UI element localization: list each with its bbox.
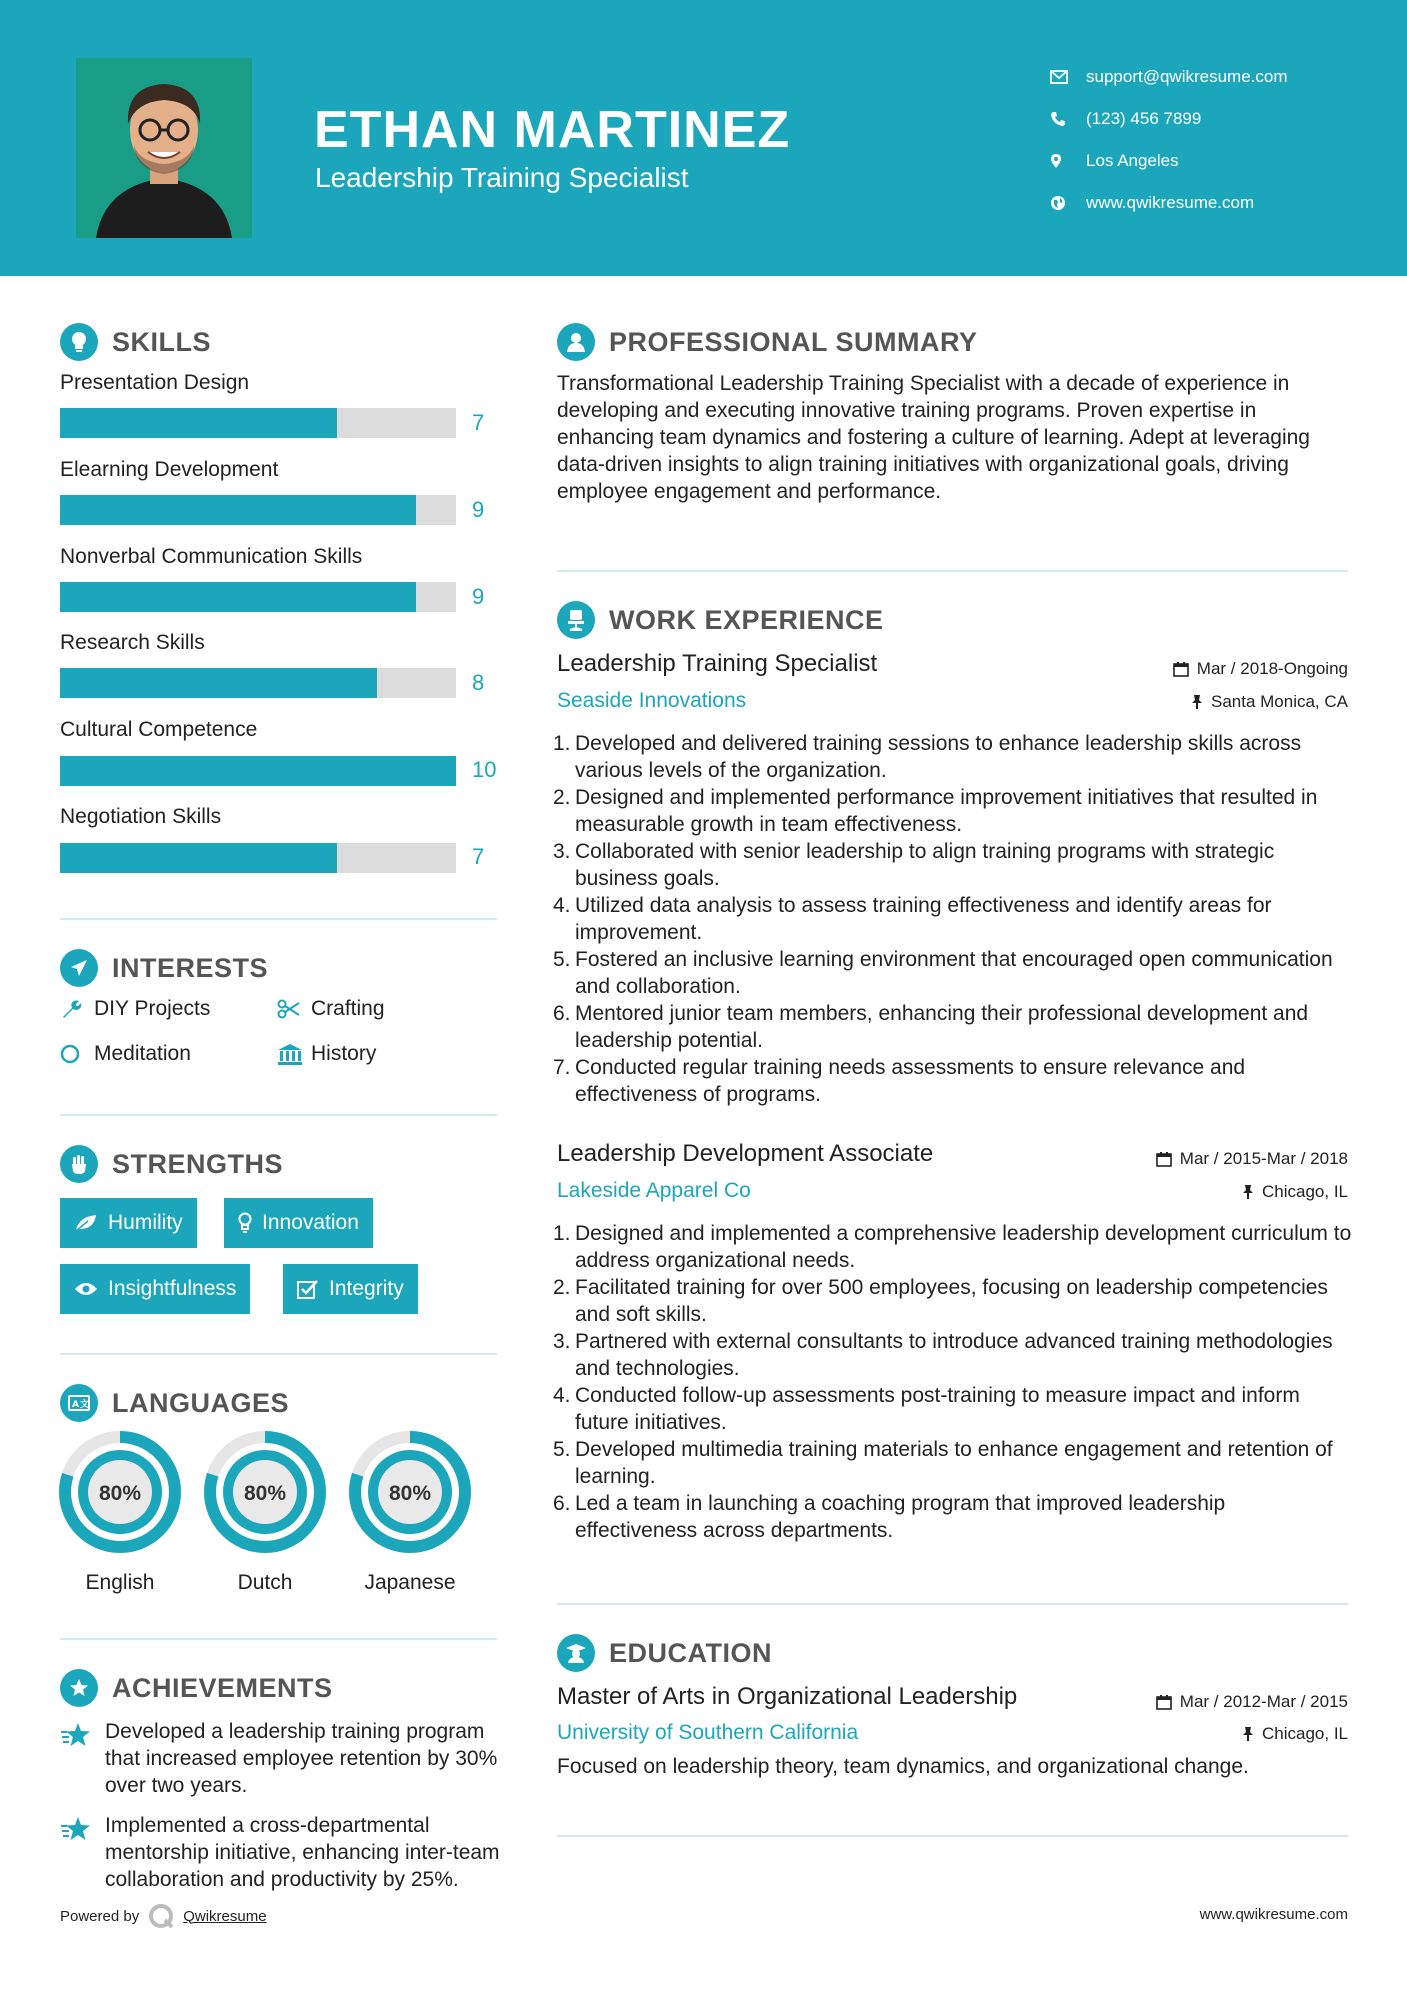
skill-value: 7: [472, 844, 485, 869]
work-heading: [557, 601, 884, 639]
svg-text:文: 文: [80, 1400, 90, 1410]
job-title: Leadership Development Associate: [557, 1140, 934, 1167]
skill-bar: [60, 843, 456, 873]
duty-number: 2.: [553, 1276, 571, 1299]
language-item: [348, 1430, 472, 1595]
duty-text: Designed and implemented performance improvement initiatives that resulted in measurable growth in team effectiveness.: [575, 786, 1318, 836]
skill-name: Presentation Design: [60, 371, 250, 394]
strength-chip: [60, 1264, 250, 1314]
resume-header: [0, 0, 1407, 276]
interest-item: [277, 997, 385, 1021]
duty-item: [553, 1000, 1353, 1054]
skill-name: Cultural Competence: [60, 718, 258, 741]
strength-label: Humility: [108, 1211, 183, 1234]
job-dates: [1173, 659, 1348, 679]
donut-label: 80%: [388, 1482, 432, 1505]
job-duties: [553, 1220, 1353, 1544]
duty-item: [553, 1274, 1353, 1328]
job-dates-text: Mar / 2015-Mar / 2018: [1179, 1149, 1348, 1168]
contact-phone[interactable]: [1050, 98, 1288, 140]
strength-chip: [283, 1264, 418, 1314]
skill-bar: [60, 668, 456, 698]
strength-chip: [60, 1198, 197, 1248]
achievements-heading: [60, 1669, 333, 1707]
duty-item: [553, 730, 1353, 784]
strength-label: Innovation: [262, 1211, 359, 1234]
wrench-icon: [60, 998, 94, 1020]
education-description: Focused on leadership theory, team dynamics, and organizational change.: [557, 1755, 1249, 1778]
language-donut: [348, 1430, 472, 1554]
duty-item: [553, 892, 1353, 946]
skill-value: 9: [472, 497, 485, 522]
circle-icon: [60, 1043, 94, 1065]
duty-text: Facilitated training for over 500 employees, focusing on leadership competencies and soft skills.: [575, 1276, 1328, 1326]
duty-item: [553, 1436, 1353, 1490]
duty-item: [553, 1382, 1353, 1436]
duty-number: 2.: [553, 786, 571, 809]
skill-bar-fill: [60, 408, 337, 438]
language-item: [203, 1430, 327, 1595]
graduate-icon: [557, 1634, 595, 1672]
footer-site[interactable]: www.qwikresume.com: [1199, 1906, 1348, 1923]
duty-text: Conducted follow-up assessments post-training to measure impact and inform future initiatives.: [575, 1384, 1300, 1434]
duty-number: 3.: [553, 840, 571, 863]
duty-item: [553, 946, 1353, 1000]
skill-value: 10: [472, 757, 497, 782]
skill-bar: [60, 408, 456, 438]
pushpin-icon: [1242, 1184, 1254, 1200]
summary-text: Transformational Leadership Training Specialist with a decade of experience in developing and executing innovative training programs. Proven expertise in enhancing team dynamics and fostering a culture of learning. Adept at leveraging data-driven insights to align training initiatives with organizational goals, driving employee engagement and performance.: [557, 372, 1310, 503]
contact-location: [1050, 140, 1288, 182]
strength-label: Integrity: [329, 1277, 404, 1300]
duty-item: [553, 1328, 1353, 1382]
interest-item: [60, 997, 210, 1021]
duty-number: 4.: [553, 1384, 571, 1407]
skills-heading: [60, 323, 211, 361]
duty-text: Partnered with external consultants to introduce advanced training methodologies and technologies.: [575, 1330, 1333, 1380]
languages-heading: [60, 1384, 289, 1422]
powered-by-text: Powered by: [60, 1907, 140, 1925]
duty-text: Fostered an inclusive learning environment that encouraged open communication and collaboration.: [575, 948, 1333, 998]
calendar-icon: [1156, 1151, 1172, 1167]
skill-value: 7: [472, 410, 485, 435]
duty-number: 6.: [553, 1492, 571, 1515]
eye-icon: [74, 1281, 98, 1297]
achievements-heading-text: ACHIEVEMENTS: [112, 1672, 333, 1703]
duty-item: [553, 1054, 1353, 1108]
interests-heading: [60, 949, 268, 987]
skills-heading-text: SKILLS: [112, 326, 212, 357]
duty-item: [553, 838, 1353, 892]
duty-text: Led a team in launching a coaching program that improved leadership effectiveness across departments.: [575, 1492, 1226, 1542]
hand-icon: [60, 1145, 98, 1183]
contact-phone-text: (123) 456 7899: [1086, 109, 1202, 128]
strengths-heading-text: STRENGTHS: [112, 1148, 284, 1179]
skill-name: Nonverbal Communication Skills: [60, 545, 363, 568]
strengths-heading: [60, 1145, 283, 1183]
duty-text: Conducted regular training needs assessments to ensure relevance and effectiveness of programs.: [575, 1056, 1246, 1106]
duty-number: 5.: [553, 948, 571, 971]
job-location-text: Santa Monica, CA: [1210, 692, 1348, 711]
work-heading-text: WORK EXPERIENCE: [609, 604, 884, 635]
svg-text:A: A: [72, 1400, 80, 1410]
language-donut: [203, 1430, 327, 1554]
language-donut: [58, 1430, 182, 1554]
contact-website[interactable]: [1050, 182, 1288, 224]
calendar-icon: [1156, 1694, 1172, 1710]
achievement-item: [60, 1718, 505, 1799]
language-name: English: [85, 1571, 155, 1594]
skill-name: Research Skills: [60, 631, 205, 654]
duty-text: Collaborated with senior leadership to align training programs with strategic business goals.: [575, 840, 1275, 890]
company-name: Lakeside Apparel Co: [557, 1179, 751, 1202]
footer-powered-by: [60, 1902, 267, 1930]
skill-bar-fill: [60, 495, 416, 525]
skill-bar-fill: [60, 582, 416, 612]
education-heading-text: EDUCATION: [609, 1637, 772, 1668]
company-name: Seaside Innovations: [557, 689, 747, 712]
interest-item: [277, 1042, 376, 1066]
skill-value: 9: [472, 584, 485, 609]
contact-website-text: www.qwikresume.com: [1086, 193, 1255, 212]
skill-bar-fill: [60, 756, 456, 786]
envelope-icon: [1050, 70, 1086, 84]
globe-icon: [1050, 195, 1086, 211]
section-divider: [557, 1603, 1348, 1605]
duty-item: [553, 784, 1353, 838]
section-divider: [60, 918, 497, 920]
section-divider: [60, 1638, 497, 1640]
job-dates: [1156, 1149, 1348, 1169]
duty-text: Utilized data analysis to assess training effectiveness and identify areas for improvement.: [575, 894, 1272, 944]
star-icon: [60, 1812, 105, 1893]
interest-label: History: [311, 1042, 377, 1065]
duty-item: [553, 1490, 1353, 1544]
achievement-text: Developed a leadership training program that increased employee retention by 30% over two years.: [105, 1720, 498, 1797]
scissors-icon: [277, 999, 311, 1019]
interest-label: Meditation: [94, 1042, 191, 1065]
summary-heading: [557, 323, 978, 361]
contact-email-text: support@qwikresume.com: [1086, 67, 1288, 86]
duty-number: 6.: [553, 1002, 571, 1025]
duty-item: [553, 1220, 1353, 1274]
chair-icon: [557, 601, 595, 639]
skill-bar: [60, 495, 456, 525]
language-item: [58, 1430, 182, 1595]
pushpin-icon: [1242, 1726, 1254, 1742]
contact-list: [1050, 56, 1288, 224]
job-location: [1242, 1182, 1348, 1202]
language-name: Japanese: [364, 1571, 456, 1594]
star-badge-icon: [60, 1669, 98, 1707]
qwikresume-logo-icon: [147, 1902, 175, 1930]
section-divider: [60, 1353, 497, 1355]
section-divider: [557, 570, 1348, 572]
checkbox-icon: [297, 1279, 319, 1299]
degree-title: Master of Arts in Organizational Leadership: [557, 1683, 1018, 1710]
strength-chip: [224, 1198, 373, 1248]
education-dates-text: Mar / 2012-Mar / 2015: [1179, 1692, 1348, 1711]
lightbulb-icon: [238, 1212, 252, 1234]
skill-bar: [60, 582, 456, 612]
pushpin-icon: [1191, 694, 1203, 710]
duty-text: Developed and delivered training sessions to enhance leadership skills across various levels of the organization.: [575, 732, 1302, 782]
skill-name: Elearning Development: [60, 458, 279, 481]
skill-name: Negotiation Skills: [60, 805, 222, 828]
skill-value: 8: [472, 670, 485, 695]
contact-location-text: Los Angeles: [1086, 151, 1179, 170]
school-name: University of Southern California: [557, 1721, 859, 1744]
education-dates: [1156, 1692, 1348, 1712]
candidate-title: Leadership Training Specialist: [315, 162, 689, 193]
calendar-icon: [1173, 661, 1189, 677]
achievement-item: [60, 1812, 505, 1893]
job-duties: [553, 730, 1353, 1108]
duty-text: Mentored junior team members, enhancing their professional development and leadership potential.: [575, 1002, 1309, 1052]
brand-link[interactable]: Qwikresume: [183, 1907, 267, 1925]
duty-number: 1.: [553, 732, 571, 755]
leaf-icon: [74, 1213, 98, 1233]
candidate-name: ETHAN MARTINEZ: [314, 101, 791, 159]
lightbulb-icon: [60, 323, 98, 361]
section-divider: [60, 1114, 497, 1116]
language-icon: [60, 1384, 98, 1422]
interests-heading-text: INTERESTS: [112, 952, 269, 983]
education-location-text: Chicago, IL: [1262, 1724, 1348, 1743]
duty-number: 3.: [553, 1330, 571, 1353]
language-name: Dutch: [237, 1571, 293, 1594]
duty-number: 7.: [553, 1056, 571, 1079]
job-title: Leadership Training Specialist: [557, 650, 878, 677]
achievement-text: Implemented a cross-departmental mentorship initiative, enhancing inter-team collaboration and productivity by 25%.: [105, 1814, 500, 1891]
job-dates-text: Mar / 2018-Ongoing: [1196, 659, 1348, 678]
user-icon: [557, 323, 595, 361]
duty-number: 5.: [553, 1438, 571, 1461]
skill-bar-fill: [60, 843, 337, 873]
map-pin-icon: [1050, 153, 1086, 169]
interest-label: DIY Projects: [94, 997, 211, 1020]
duty-text: Developed multimedia training materials to enhance engagement and retention of learning.: [575, 1438, 1333, 1488]
paper-plane-icon: [60, 949, 98, 987]
strength-label: Insightfulness: [108, 1277, 237, 1300]
section-divider: [557, 1835, 1348, 1837]
interest-item: [60, 1042, 191, 1066]
summary-heading-text: PROFESSIONAL SUMMARY: [609, 326, 978, 357]
profile-photo: [76, 58, 252, 238]
duty-text: Designed and implemented a comprehensive leadership development curriculum to address organizational needs.: [575, 1222, 1352, 1272]
duty-number: 1.: [553, 1222, 571, 1245]
donut-label: 80%: [243, 1482, 287, 1505]
phone-icon: [1050, 111, 1086, 127]
skill-bar: [60, 756, 456, 786]
star-icon: [60, 1718, 105, 1799]
museum-icon: [277, 1043, 311, 1065]
skill-bar-fill: [60, 668, 377, 698]
interest-label: Crafting: [311, 997, 385, 1020]
duty-number: 4.: [553, 894, 571, 917]
education-heading: [557, 1634, 772, 1672]
contact-email[interactable]: [1050, 56, 1288, 98]
languages-heading-text: LANGUAGES: [112, 1387, 290, 1418]
donut-label: 80%: [98, 1482, 142, 1505]
job-location: [1191, 692, 1348, 712]
education-location: [1242, 1724, 1348, 1744]
job-location-text: Chicago, IL: [1262, 1182, 1348, 1201]
